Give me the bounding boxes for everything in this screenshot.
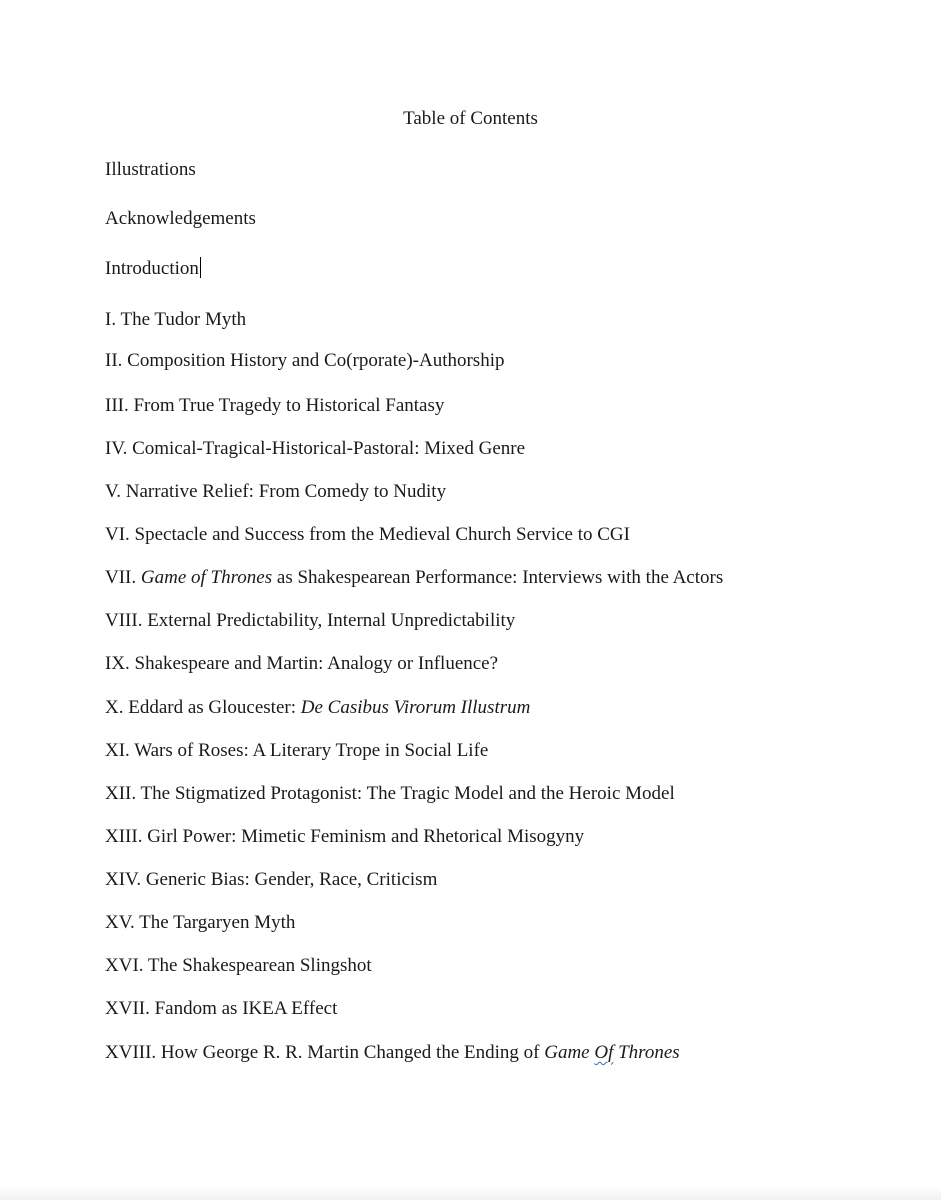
entry-text: II. Composition History and Co(rporate)-Authorship: [105, 350, 505, 371]
toc-entry-chapter-16[interactable]: [105, 954, 372, 978]
toc-entry-chapter-9[interactable]: [105, 652, 498, 676]
entry-text: Introduction: [105, 258, 199, 279]
toc-entry-chapter-17[interactable]: [105, 997, 337, 1021]
entry-text: Acknowledgements: [105, 208, 256, 229]
toc-entry-chapter-7[interactable]: [105, 566, 723, 590]
toc-entry-chapter-3[interactable]: [105, 394, 444, 418]
toc-entry-chapter-18[interactable]: [105, 1041, 680, 1065]
page-bottom-edge: [0, 1186, 941, 1200]
entry-text: XIII. Girl Power: Mimetic Feminism and Rhetorical Misogyny: [105, 826, 585, 847]
entry-text: III. From True Tragedy to Historical Fantasy: [105, 395, 445, 416]
spellcheck-flagged-word[interactable]: Of: [594, 1042, 614, 1063]
entry-text: XI. Wars of Roses: A Literary Trope in Social Life: [105, 740, 489, 761]
entry-italic-part: Game: [544, 1042, 595, 1063]
entry-text: XVII. Fandom as IKEA Effect: [105, 998, 338, 1019]
toc-entry-chapter-5[interactable]: [105, 480, 446, 504]
toc-entry-chapter-2[interactable]: [105, 349, 504, 373]
toc-entry-chapter-10[interactable]: [105, 696, 530, 720]
entry-text: XIV. Generic Bias: Gender, Race, Criticism: [105, 869, 438, 890]
entry-italic-part: Thrones: [613, 1042, 680, 1063]
entry-text: Illustrations: [105, 159, 196, 180]
entry-text: XV. The Targaryen Myth: [105, 912, 296, 933]
entry-text: IX. Shakespeare and Martin: Analogy or Influence?: [105, 653, 499, 674]
toc-entry-acknowledgements[interactable]: [105, 207, 256, 231]
toc-entry-chapter-14[interactable]: [105, 868, 437, 892]
entry-text: X. Eddard as Gloucester:: [105, 697, 301, 718]
entry-italic-title: De Casibus Virorum Illustrum: [300, 697, 531, 718]
toc-entry-chapter-11[interactable]: [105, 739, 488, 763]
toc-entry-introduction[interactable]: [105, 257, 201, 281]
entry-text-suffix: as Shakespearean Performance: Interviews with the Actors: [272, 567, 724, 588]
entry-italic-title: [544, 1042, 679, 1063]
entry-text: V. Narrative Relief: From Comedy to Nudity: [105, 481, 447, 502]
toc-entry-chapter-12[interactable]: [105, 782, 675, 806]
entry-text: VI. Spectacle and Success from the Medieval Church Service to CGI: [105, 524, 630, 545]
toc-entry-illustrations[interactable]: [105, 158, 196, 182]
toc-entry-chapter-6[interactable]: [105, 523, 630, 547]
entry-text: VII.: [105, 567, 141, 588]
entry-text: XVIII. How George R. R. Martin Changed the Ending of: [105, 1042, 545, 1063]
toc-entry-chapter-15[interactable]: [105, 911, 295, 935]
entry-italic-title: Game of Thrones: [140, 567, 273, 588]
toc-entry-chapter-1[interactable]: [105, 308, 246, 332]
entry-text: IV. Comical-Tragical-Historical-Pastoral: Mixed Genre: [105, 438, 526, 459]
toc-entry-chapter-13[interactable]: [105, 825, 584, 849]
text-cursor: [200, 257, 201, 278]
entry-text: XVI. The Shakespearean Slingshot: [105, 955, 372, 976]
toc-entry-chapter-4[interactable]: [105, 437, 525, 461]
toc-title: Table of Contents: [403, 108, 538, 129]
toc-entry-chapter-8[interactable]: [105, 609, 515, 633]
entry-text: XII. The Stigmatized Protagonist: The Tragic Model and the Heroic Model: [105, 783, 675, 804]
entry-text: VIII. External Predictability, Internal Unpredictability: [105, 610, 516, 631]
entry-text: I. The Tudor Myth: [105, 309, 247, 330]
